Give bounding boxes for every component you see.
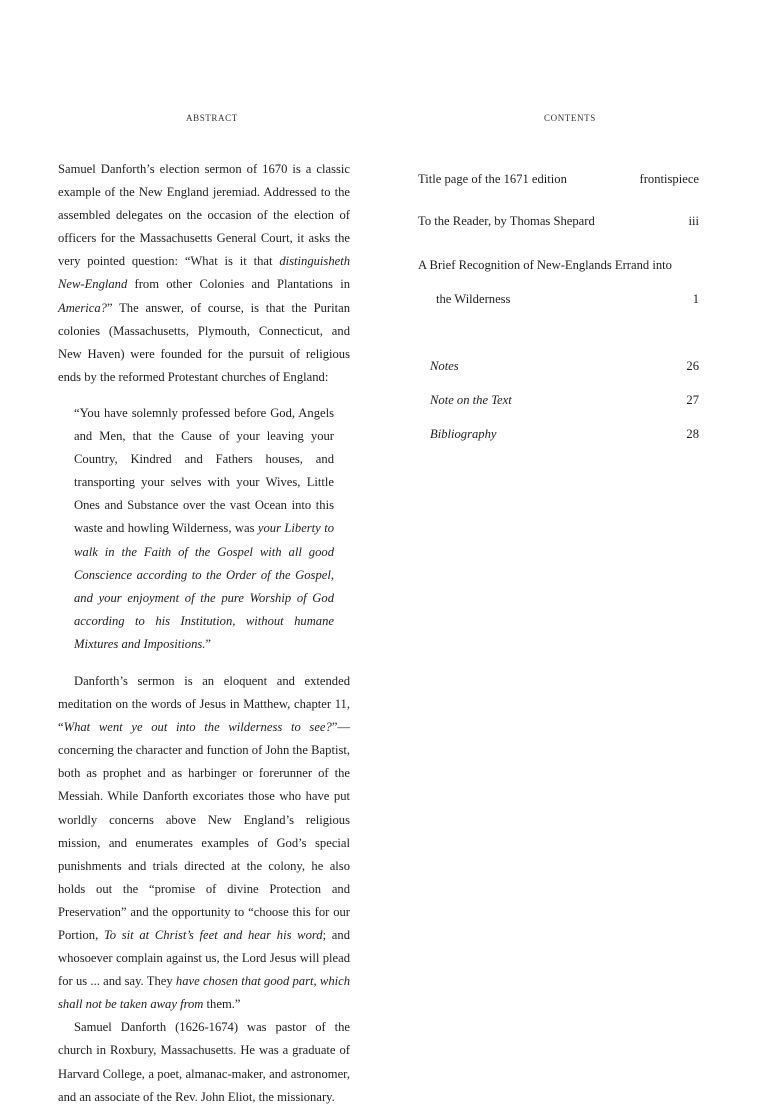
abstract-paragraph-2 [58,670,350,1016]
text-run: Danforth’s sermon is an eloquent and extended meditation on the words of Jesus in Matthew, chapter 11, “ [58,673,350,735]
italic-text: have chosen that good part, which shall not be taken away from [58,974,350,1012]
toc-entry-title-page[interactable] [418,169,699,189]
contents-heading: CONTENTS [544,113,596,123]
text-run: ”—concerning the character and function of John the Baptist, both as prophet and as harbinger or forerunner of the Messiah. While Danforth excoriates those who have put worldly concerns above New England’s religious mission, and enumerates examples of God’s special punishments and trials directed at the colony, he also holds out the “promise of divine Protection and Preservation” and the opportunity to “choose this for our Portion, [58,720,350,942]
text-run: them.” [203,997,241,1012]
italic-text: your Liberty to walk in the Faith of the Gospel with all good Conscience according to the Order of the Gospel, and your enjoyment of the pure Worship of God according to his Institution, without humane Mixtures and Impositions. [74,521,334,651]
toc-entry-page: iii [688,214,699,228]
text-run: ” The answer, of course, is that the Puritan colonies (Massachusetts, Plymouth, Connecticut, and New Haven) were founded for the pursuit of religious ends by the reformed Protestant churches of England: [58,300,350,384]
toc-entry-page: 26 [686,359,699,373]
toc-entry-brief-recognition-continued[interactable] [418,289,699,309]
text-run: “You have solemnly professed before God, Angels and Men, that the Cause of your leaving your Country, Kindred and Fathers houses, and transporting your selves with your Wives, Little Ones and Substance over the vast Ocean into this waste and howling Wilderness, was [74,405,334,536]
toc-entry-page: frontispiece [639,172,699,186]
text-run: Samuel Danforth’s election sermon of 1670 is a classic example of the New England jeremiad. Addressed to the assembled delegates on the occasion of the election of officers for the Massachusetts General Court, it asks the very pointed question: “What is it that [58,162,350,269]
toc-entry-brief-recognition[interactable] [418,255,699,275]
toc-entry-title: A Brief Recognition of New-Englands Errand into [418,258,672,272]
toc-entry-page: 28 [686,427,699,441]
toc-entry-title: Notes [430,359,459,373]
toc-entry-to-the-reader[interactable] [418,211,699,231]
abstract-paragraph-1 [58,158,350,389]
toc-entry-notes[interactable] [418,356,699,376]
italic-text: To sit at Christ’s feet and hear his word [103,928,323,942]
toc-entry-title: To the Reader, by Thomas Shepard [418,214,595,228]
italic-text: What went ye out into the wilderness to see? [63,720,332,735]
text-run: ; and whosoever complain against us, the Lord Jesus will plead for us ... and say. They [58,928,350,989]
abstract-body [58,158,350,1109]
toc-entry-title: Bibliography [430,427,497,441]
italic-text: America? [58,300,107,315]
text-run: Samuel Danforth (1626-1674) was pastor of the church in Roxbury, Massachusetts. He was a graduate of Harvard College, a poet, almanac-maker, and astronomer, and an associate of the Rev. John Eliot, the missionary. [58,1020,350,1104]
abstract-quotation [74,402,334,656]
toc-entry-page: 27 [686,393,699,407]
toc-entry-title: Title page of the 1671 edition [418,172,567,186]
toc-entry-title: Note on the Text [430,393,512,407]
toc-entry-page: 1 [692,292,699,306]
italic-text: distinguisheth New-England [58,254,350,292]
abstract-paragraph-3 [58,1016,350,1108]
toc-entry-note-on-the-text[interactable] [418,390,699,410]
text-run: from other Colonies and Plantations in [127,277,350,292]
text-run: ” [205,636,212,651]
toc-entry-bibliography[interactable] [418,424,699,444]
toc-entry-title: the Wilderness [436,292,511,306]
abstract-heading: ABSTRACT [186,113,238,123]
